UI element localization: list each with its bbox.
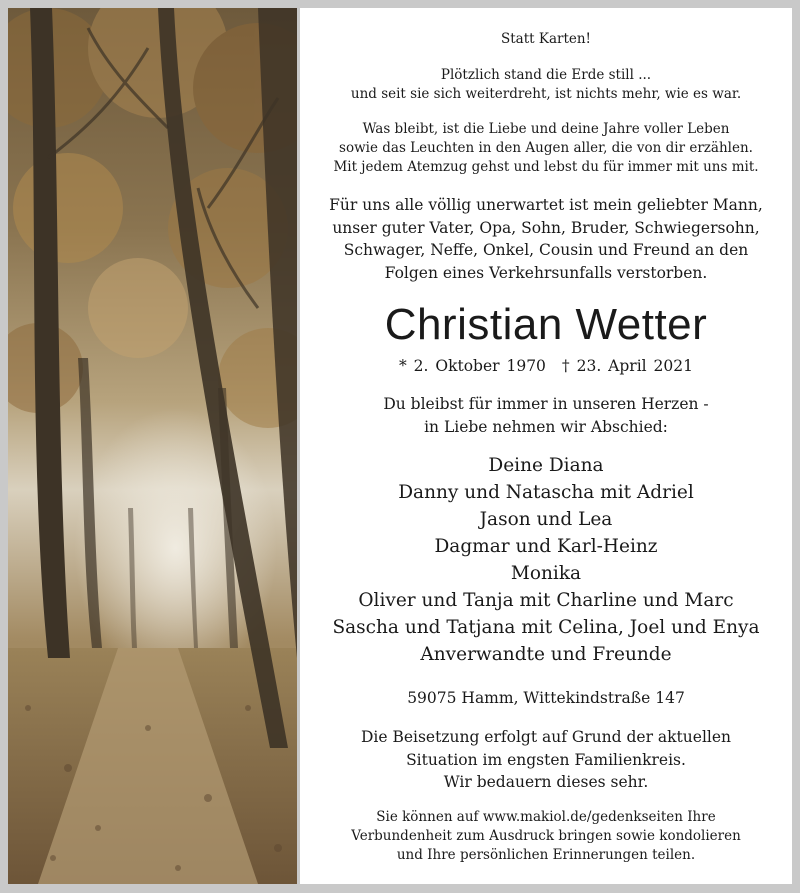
- mourner-entry: Danny und Natascha mit Adriel: [398, 482, 694, 503]
- poem-first-stanza: [300, 66, 792, 104]
- death-date: † 23. April 2021: [561, 357, 693, 375]
- life-dates: [300, 355, 792, 377]
- poem-second-stanza: [300, 120, 792, 177]
- poem-line: Plötzlich stand die Erde still ...: [440, 67, 652, 83]
- birth-date: * 2. Oktober 1970: [398, 357, 546, 375]
- poem-line: sowie das Leuchten in den Augen aller, die von dir erzählen.: [339, 140, 753, 156]
- mourner-entry: Jason und Lea: [479, 509, 613, 530]
- mourners-list: [300, 452, 792, 668]
- footer-line: und Ihre persönlichen Erinnerungen teilen.: [396, 847, 696, 863]
- family-address: 59075 Hamm, Wittekindstraße 147: [407, 689, 685, 707]
- farewell-line: in Liebe nehmen wir Abschied:: [424, 417, 668, 436]
- announcement-line: unser guter Vater, Opa, Sohn, Bruder, Schwiegersohn,: [332, 218, 760, 237]
- funeral-notice: [300, 726, 792, 794]
- mourner-entry: Oliver und Tanja mit Charline und Marc: [358, 590, 734, 611]
- funeral-line: Situation im engsten Familienkreis.: [406, 750, 686, 769]
- deceased-name: Christian Wetter: [384, 300, 708, 349]
- funeral-line: Die Beisetzung erfolgt auf Grund der aktuellen: [360, 728, 732, 746]
- autumn-forest-illustration: [8, 8, 297, 884]
- poem-line: Was bleibt, ist die Liebe und deine Jahre voller Leben: [362, 121, 730, 137]
- poem-line: Mit jedem Atemzug gehst und lebst du für immer mit uns mit.: [333, 159, 759, 175]
- funeral-line: Wir bedauern dieses sehr.: [443, 773, 649, 791]
- footer-line: Verbundenheit zum Ausdruck bringen sowie kondolieren: [351, 828, 741, 844]
- mourner-entry: Anverwandte und Freunde: [420, 644, 672, 665]
- farewell-text: [300, 393, 792, 438]
- mourner-entry: Deine Diana: [488, 455, 604, 476]
- mourner-entry: Monika: [510, 563, 582, 584]
- footer-line: Sie können auf www.makiol.de/gedenkseiten Ihre: [376, 809, 716, 825]
- header-text: Statt Karten!: [501, 31, 591, 47]
- mourner-entry: Dagmar und Karl-Heinz: [434, 536, 658, 557]
- announcement-line: Folgen eines Verkehrsunfalls verstorben.: [384, 263, 708, 282]
- condolence-footer: [300, 808, 792, 865]
- death-announcement: [300, 194, 792, 284]
- poem-line: und seit sie sich weiterdreht, ist nichts mehr, wie es war.: [350, 86, 742, 102]
- forest-path-photo: [8, 8, 297, 884]
- announcement-line: Schwager, Neffe, Onkel, Cousin und Freund an den: [343, 241, 749, 259]
- farewell-line: Du bleibst für immer in unseren Herzen -: [383, 395, 709, 413]
- announcement-line: Für uns alle völlig unerwartet ist mein geliebter Mann,: [329, 196, 763, 214]
- obituary-text-panel: [300, 8, 792, 884]
- mourner-entry: Sascha und Tatjana mit Celina, Joel und Enya: [332, 617, 760, 638]
